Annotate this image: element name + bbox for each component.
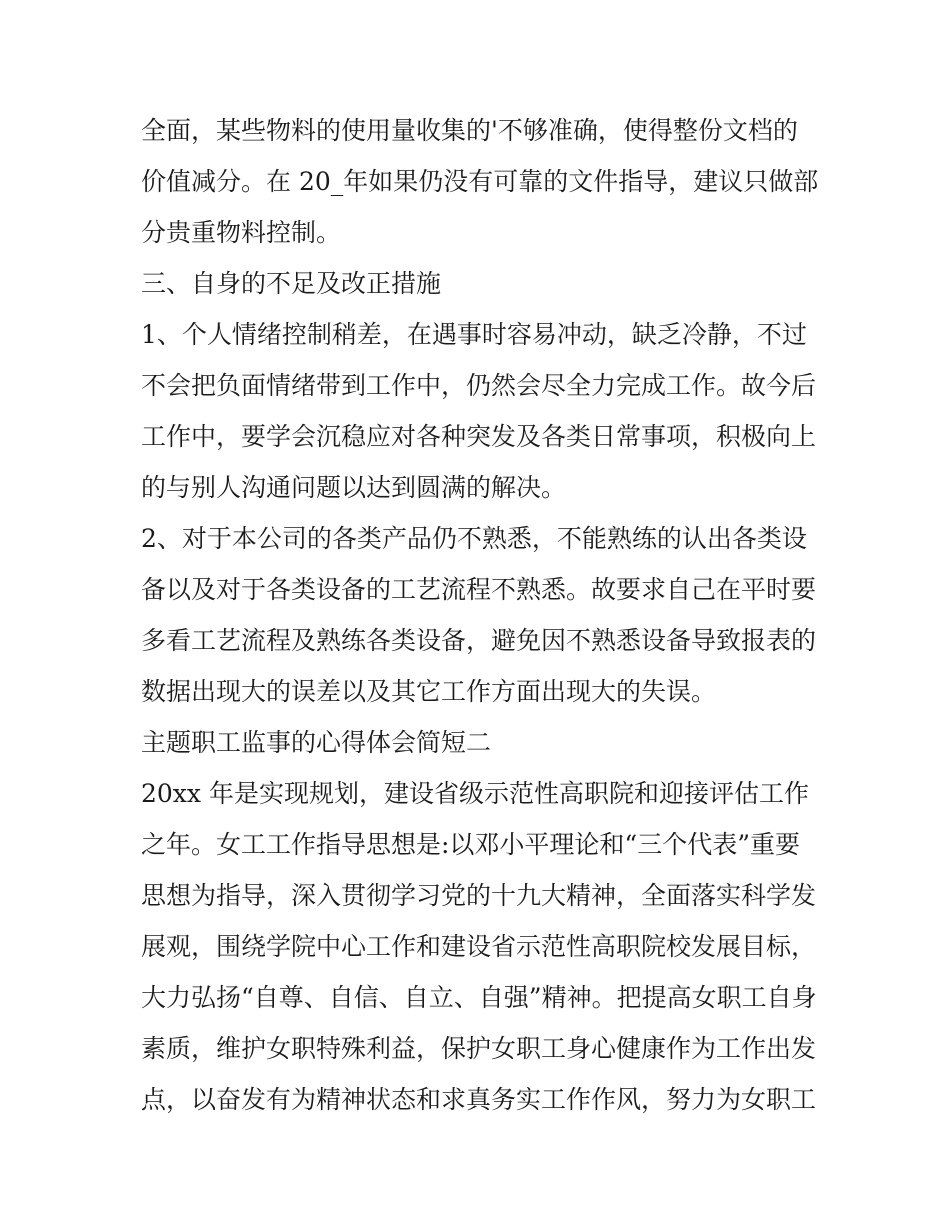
text-line: 价值减分。在 20_年如果仍没有可靠的文件指导，建议只做部	[141, 167, 819, 196]
text-line: 数据出现大的误差以及其它工作方面出现大的失误。	[141, 677, 717, 706]
text-line: 20xx 年是实现规划，建设省级示范性高职院和迎接评估工作	[141, 779, 809, 808]
article-title: 主题职工监事的心得体会简短二	[141, 728, 492, 757]
section-heading: 三、自身的不足及改正措施	[141, 269, 442, 298]
text-line: 思想为指导，深入贯彻学习党的十九大精神，全面落实科学发	[141, 881, 817, 910]
text-line: 1、个人情绪控制稍差，在遇事时容易冲动，缺乏冷静，不过	[141, 320, 807, 349]
text-line: 全面，某些物料的使用量收集的'不够准确，使得整份文档的	[141, 116, 798, 145]
text-line: 不会把负面情绪带到工作中，仍然会尽全力完成工作。故今后	[141, 371, 817, 400]
document-body	[141, 105, 821, 1125]
text-line: 之年。女工工作指导思想是:以邓小平理论和“三个代表”重要	[141, 830, 800, 859]
text-line: 的与别人沟通问题以达到圆满的解决。	[141, 473, 567, 502]
text-line: 点，以奋发有为精神状态和求真务实工作作风，努力为女职工	[141, 1085, 817, 1114]
text-line: 分贵重物料控制。	[141, 218, 342, 247]
text-line: 备以及对于各类设备的工艺流程不熟悉。故要求自己在平时要	[141, 575, 817, 604]
text-line: 多看工艺流程及熟练各类设备，避免因不熟悉设备导致报表的	[141, 626, 817, 655]
text-line: 大力弘扬“自尊、自信、自立、自强”精神。把提高女职工自身	[141, 983, 817, 1012]
text-line: 工作中，要学会沉稳应对各种突发及各类日常事项，积极向上	[141, 422, 817, 451]
text-line: 2、对于本公司的各类产品仍不熟悉，不能熟练的认出各类设	[141, 524, 807, 553]
text-line: 素质，维护女职特殊利益，保护女职工身心健康作为工作出发	[141, 1034, 817, 1063]
text-line: 展观，围绕学院中心工作和建设省示范性高职院校发展目标，	[141, 932, 817, 961]
